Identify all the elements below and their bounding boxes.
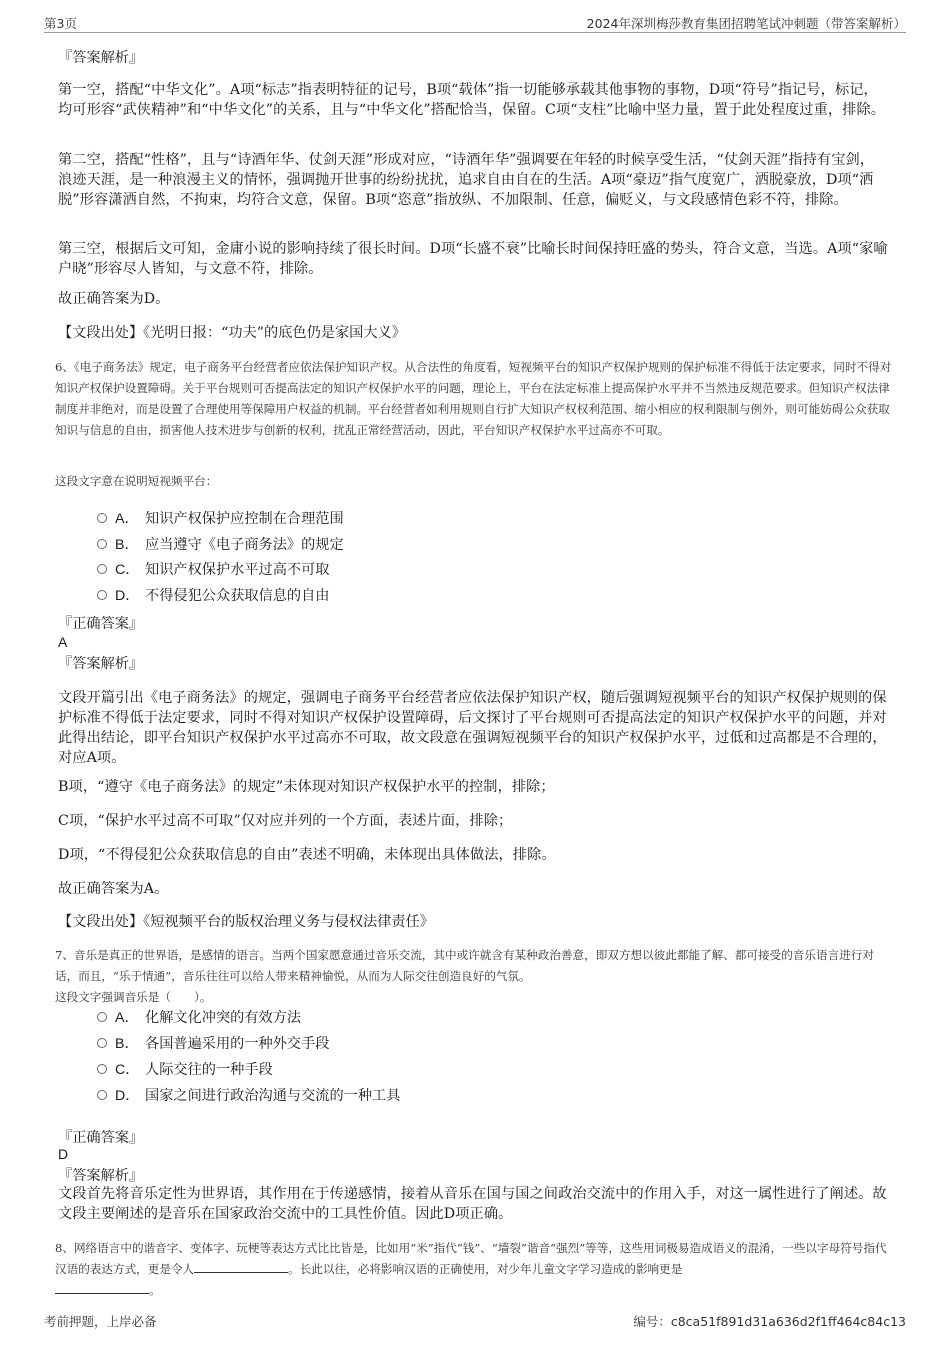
- q6-source: 【文段出处】《短视频平台的版权治理义务与侵权法律责任》: [58, 914, 434, 930]
- q6-stem: 6、《电子商务法》规定，电子商务平台经营者应依法保护知识产权。从合法性的角度看，短视频平台的知识产权保护规则的保护标准不得低于法定要求，同时不得对知识产权保护设置障碍。关于平台规则可否提高法定的知识产权保护水平的问题，理论上，平台在法定标准上提高保护水平并不当然违反规范要求。但知识产权法律制度并非绝对，而是设置了合理使用等保障用户权益的机制。平台经营者如利用规则自行扩大知识产权权利范围、缩小相应的权利限制与例外，则可能妨碍公众获取知识与信息的自由，损害他人技术进步与创新的权利，扰乱正常经营活动，因此，平台知识产权保护水平过高亦不可取。: [55, 360, 892, 437]
- q6-option-d[interactable]: D． 不得侵犯公众获取信息的自由: [97, 586, 329, 606]
- page-number: 第3页: [44, 16, 77, 31]
- page-header: [44, 12, 906, 33]
- q7-option-a[interactable]: A． 化解文化冲突的有效方法: [97, 1008, 301, 1028]
- q7-analysis: 文段首先将音乐定性为世界语，其作用在于传递感情，接着从音乐在国与国之间政治交流中的作用入手，对这一属性进行了阐述。故文段主要阐述的是音乐在国家政治交流中的工具性价值。因此D项正确。: [58, 1186, 887, 1222]
- q6-answer: A: [58, 634, 68, 650]
- q5-analysis-label: 『答案解析』: [58, 50, 144, 66]
- radio-icon[interactable]: [97, 1038, 107, 1048]
- fill-blank-2[interactable]: [55, 1281, 149, 1294]
- q6-question: 这段文字意在说明短视频平台：: [55, 474, 218, 488]
- q6-conclusion: 故正确答案为A。: [58, 881, 169, 897]
- radio-icon[interactable]: [97, 1012, 107, 1022]
- radio-icon[interactable]: [97, 539, 107, 549]
- radio-icon[interactable]: [97, 1064, 107, 1074]
- q6-analysis-c: C项，“保护水平过高不可取”仅对应并列的一个方面，表述片面，排除；: [58, 813, 513, 829]
- q7-option-b[interactable]: B． 各国普遍采用的一种外交手段: [97, 1034, 329, 1054]
- q7-answer: D: [58, 1146, 69, 1162]
- radio-icon[interactable]: [97, 590, 107, 600]
- q5-analysis-p2: 第二空，搭配“性格”，且与“诗酒年华、仗剑天涯”形成对应，“诗酒年华”强调要在年轻的时候享受生活，“仗剑天涯”指持有宝剑，浪迹天涯，是一种浪漫主义的情怀，强调抛开世事的纷纷扰扰，追求自由自在的生活。A项“豪迈”指气度宽广，洒脱豪放，D项“洒脱”形容潇洒自然，不拘束，均符合文意，保留。B项“恣意”指放纵、不加限制、任意，偏贬义，与文段感情色彩不符，排除。: [58, 152, 875, 208]
- q6-analysis-p1: 文段开篇引出《电子商务法》的规定，强调电子商务平台经营者应依法保护知识产权，随后强调短视频平台的知识产权保护规则的保护标准不得低于法定要求，同时不得对知识产权保护设置障碍，后文探讨了平台规则可否提高法定的知识产权保护水平的问题，并对此得出结论，即平台知识产权保护水平过高亦不可取，故文段意在强调短视频平台的知识产权保护水平，过低和过高都是不合理的，对应A项。: [58, 690, 887, 766]
- radio-icon[interactable]: [97, 1090, 107, 1100]
- q7-stem: 7、音乐是真正的世界语，是感情的语言。当两个国家愿意通过音乐交流，其中或许就含有某种政治善意，即双方想以彼此都能了解、都可接受的音乐语言进行对话，而且，“乐于情通”，音乐往往可以给人带来精神愉悦，从而为人际交往创造良好的气氛。: [55, 948, 874, 983]
- q6-analysis-label: 『答案解析』: [58, 656, 144, 672]
- q6-option-a[interactable]: A． 知识产权保护应控制在合理范围: [97, 509, 344, 529]
- q7-answer-label: 『正确答案』: [58, 1130, 144, 1146]
- q6-answer-label: 『正确答案』: [58, 616, 144, 632]
- q7-question: 这段文字强调音乐是（ ）。: [55, 990, 212, 1004]
- document-id: 编号：c8ca51f891d31a636d2f1ff464c84c13: [633, 1314, 906, 1329]
- footer-slogan: 考前押题，上岸必备: [44, 1314, 157, 1329]
- q5-analysis-p1: 第一空，搭配“中华文化”。A项“标志”指表明特征的记号，B项“载体”指一切能够承载其他事物的事物，D项“符号”指记号，标记，均可形容“武侠精神”和“中华文化”的关系，且与“中华文化”搭配恰当，保留。C项“支柱”比喻中坚力量，置于此处程度过重，排除。: [58, 82, 886, 118]
- q5-analysis-p3: 第三空，根据后文可知，金庸小说的影响持续了很长时间。D项“长盛不衰”比喻长时间保持旺盛的势头，符合文意，当选。A项“家喻户晓”形容尽人皆知，与文意不符，排除。: [58, 241, 888, 277]
- document-title: 2024年深圳梅莎教育集团招聘笔试冲刺题（带答案解析）: [586, 16, 906, 31]
- q7-option-d[interactable]: D． 国家之间进行政治沟通与交流的一种工具: [97, 1086, 400, 1106]
- fill-blank-1[interactable]: [194, 1260, 288, 1273]
- q6-analysis-d: D项，“不得侵犯公众获取信息的自由”表述不明确，未体现出具体做法，排除。: [58, 847, 556, 863]
- radio-icon[interactable]: [97, 564, 107, 574]
- q6-option-b[interactable]: B． 应当遵守《电子商务法》的规定: [97, 535, 344, 555]
- q5-conclusion: 故正确答案为D。: [58, 291, 170, 307]
- q7-option-c[interactable]: C． 人际交往的一种手段: [97, 1060, 273, 1080]
- q6-analysis-b: B项，“遵守《电子商务法》的规定”未体现对知识产权保护水平的控制，排除；: [58, 779, 555, 795]
- q6-option-c[interactable]: C． 知识产权保护水平过高不可取: [97, 560, 329, 580]
- q8-stem: 8、网络语言中的谐音字、变体字、玩梗等表达方式比比皆是，比如用“米”指代“钱”、“墙裂”谐音“强烈”等等，这些用词极易造成语义的混淆，一些以字母符号指代汉语的表达方式，更是令人 。长此以往，必将影响汉语的正确使用，对少年儿童文字学习造成的影响更是 。: [55, 1241, 887, 1297]
- q7-analysis-label: 『答案解析』: [58, 1168, 144, 1184]
- q5-source: 【文段出处】《光明日报：“功夫”的底色仍是家国大义》: [58, 325, 406, 341]
- radio-icon[interactable]: [97, 513, 107, 523]
